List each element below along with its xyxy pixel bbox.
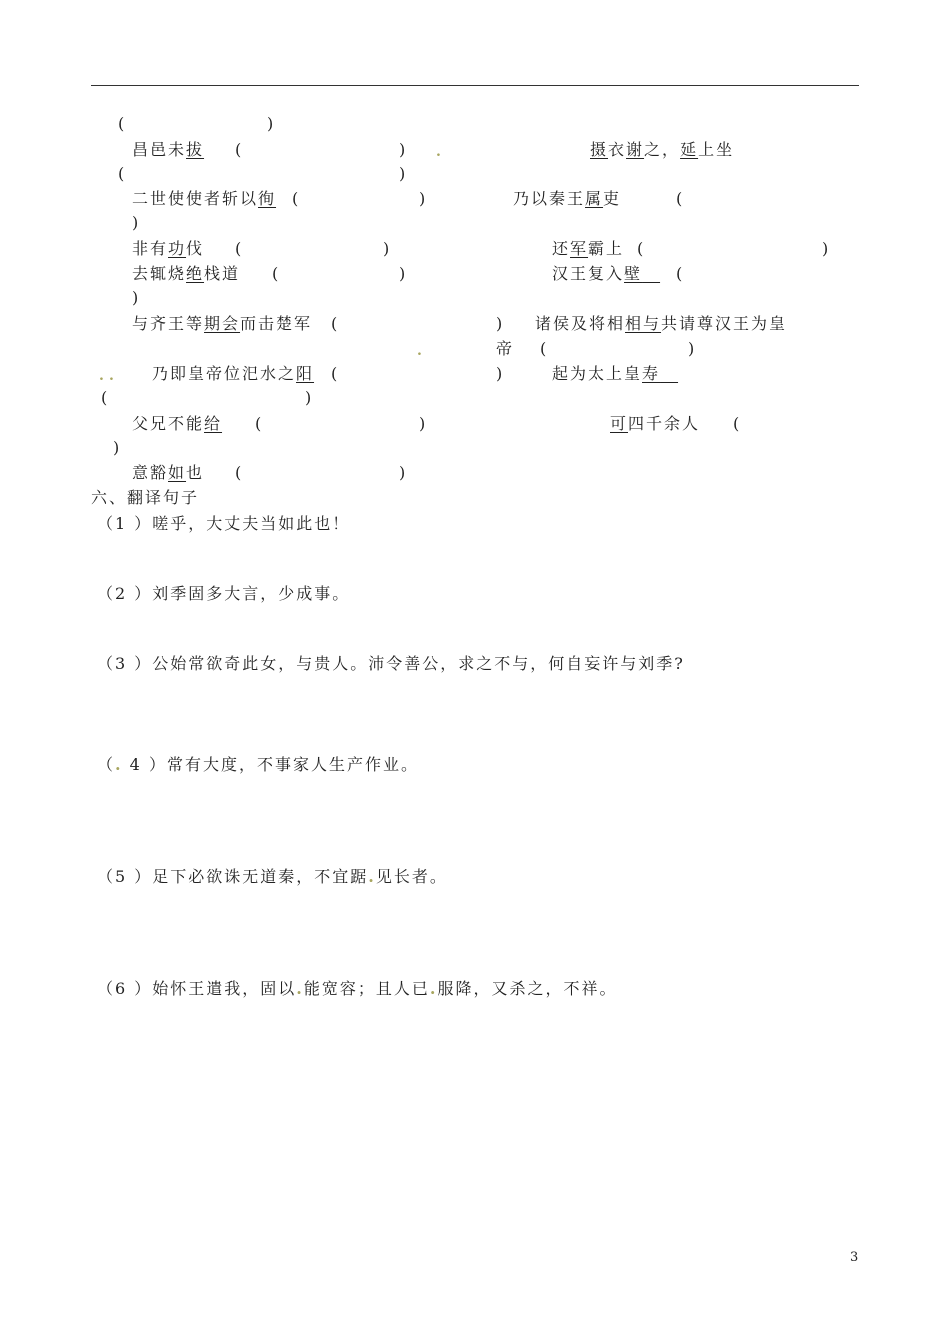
gloss-item: 还军霸上 xyxy=(552,239,625,258)
paren-close: ) xyxy=(113,438,122,457)
gloss-item: 乃即皇帝位汜水之阳 xyxy=(152,364,315,383)
paren-open: ( xyxy=(331,314,340,333)
sentence-2: （2 ）刘季固多大言，少成事。 xyxy=(97,584,351,603)
gloss-item: 汉王复入壁 xyxy=(552,264,643,283)
gloss-item-continued: 帝 xyxy=(496,339,515,358)
paren-close: ) xyxy=(688,339,697,358)
dot-mark: . xyxy=(436,144,441,160)
gloss-item: 二世使使者斩以徇 xyxy=(132,189,277,208)
paren-close: ) xyxy=(822,239,831,258)
section-title: 六、翻译句子 xyxy=(91,488,200,507)
header-rule xyxy=(91,85,859,86)
paren-close: ) xyxy=(419,414,428,433)
paren-open: ( xyxy=(118,114,127,133)
gloss-item: 与齐王等期会而击楚军 xyxy=(132,314,313,333)
paren-open: ( xyxy=(540,339,549,358)
gloss-item: 起为太上皇寿 xyxy=(552,364,661,383)
paren-open: ( xyxy=(235,463,244,482)
paren-open: ( xyxy=(255,414,264,433)
paren-close: ) xyxy=(132,213,141,232)
paren-open: ( xyxy=(272,264,281,283)
gloss-item: 去辄烧绝栈道 xyxy=(132,264,241,283)
underlined-term: 拔 xyxy=(186,140,205,159)
paren-close: ) xyxy=(383,239,392,258)
gloss-item: 诸侯及将相相与共请尊汉王为皇 xyxy=(535,314,788,333)
paren-open: ( xyxy=(733,414,742,433)
sentence-4: （. 4 ）常有大度，不事家人生产作业。 xyxy=(97,755,419,774)
paren-open: ( xyxy=(676,264,685,283)
paren-close: ) xyxy=(267,114,276,133)
paren-close: ) xyxy=(496,364,505,383)
paren-open: ( xyxy=(118,164,127,183)
paren-close: ) xyxy=(305,388,314,407)
paren-close: ) xyxy=(399,463,408,482)
paren-close: ) xyxy=(399,264,408,283)
dot-mark: . xyxy=(109,368,114,384)
sentence-6: （6 ）始怀王遣我，固以.能宽容；且人已.服降，又杀之，不祥。 xyxy=(97,979,618,998)
sentence-3: （3 ）公始常欲奇此女，与贵人。沛令善公，求之不与，何自妄许与刘季? xyxy=(97,654,685,673)
sentence-5: （5 ）足下必欲诛无道秦，不宜踞.见长者。 xyxy=(97,867,448,886)
gloss-item: 摄衣谢之，延上坐 xyxy=(590,140,735,159)
paren-open: ( xyxy=(101,388,110,407)
paren-open: ( xyxy=(292,189,301,208)
dot-mark: . xyxy=(99,368,104,384)
paren-open: ( xyxy=(331,364,340,383)
paren-open: ( xyxy=(235,140,244,159)
paren-close: ) xyxy=(399,140,408,159)
gloss-item: 父兄不能给 xyxy=(132,414,223,433)
sentence-1: （1 ）嗟乎，大丈夫当如此也！ xyxy=(97,514,351,533)
gloss-item: 非有功伐 xyxy=(132,239,205,258)
paren-close: ) xyxy=(399,164,408,183)
gloss-item: 昌邑未拔 xyxy=(132,140,205,159)
paren-open: ( xyxy=(637,239,646,258)
gloss-item: 乃以秦王属吏 xyxy=(513,189,622,208)
page-number: 3 xyxy=(850,1250,859,1265)
dot-mark: . xyxy=(417,343,422,359)
paren-close: ) xyxy=(419,189,428,208)
paren-close: ) xyxy=(132,288,141,307)
paren-close: ) xyxy=(496,314,505,333)
paren-open: ( xyxy=(235,239,244,258)
gloss-item: 可四千余人 xyxy=(610,414,701,433)
paren-open: ( xyxy=(676,189,685,208)
gloss-item: 意豁如也 xyxy=(132,463,205,482)
